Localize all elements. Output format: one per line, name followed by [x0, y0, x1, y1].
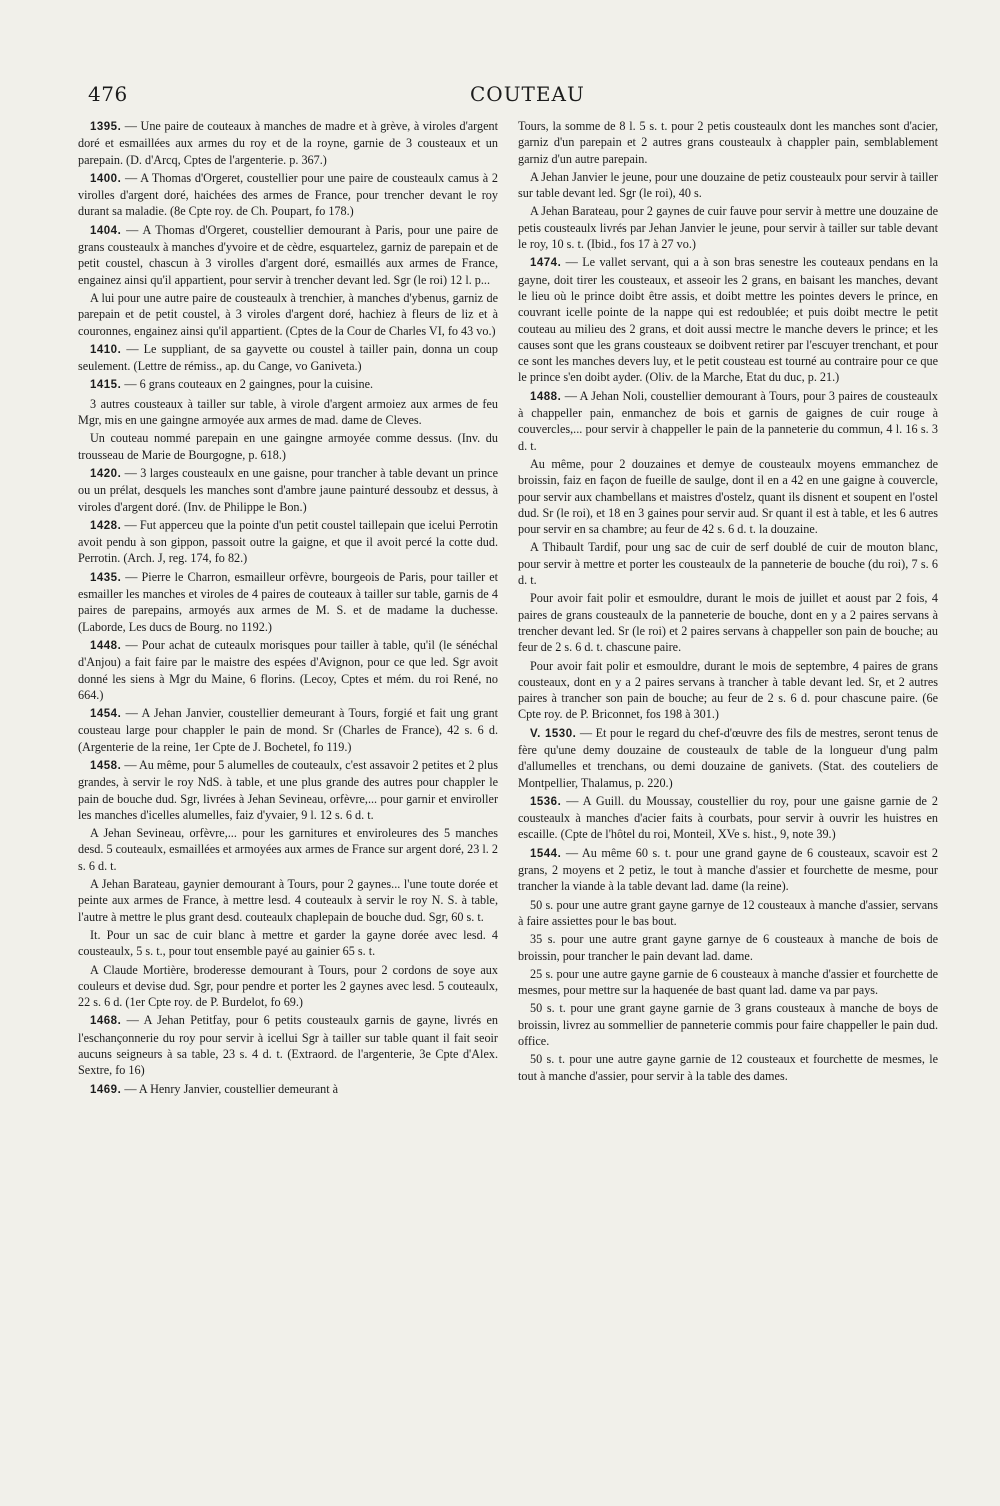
entry-paragraph — [518, 169, 938, 202]
entry-text: — A Jehan Petitfay, pour 6 petits cousteaulx garnis de gayne, livrés en l'eschançonnerie du roy pour servir à icellui Sgr à tailler sur table quant il fait seoir aucuns seigneurs à sa table, 23 s. 4 d. t. (Extraord. de l'argenterie, 3e Cpte d'Alex. Sextre, fo 16) — [78, 1013, 498, 1078]
entry-text: — Une paire de couteaux à manches de madre et à grève, à viroles d'argent doré et esmaillées aux armes du roy et de la royne, garnie de 3 cousteaux et un parepain. (D. d'Arcq, Cptes de l'argenterie. p. 367.) — [78, 119, 498, 167]
entry-text: Un couteau nommé parepain en une gaingne armoyée comme dessus. (Inv. du trousseau de Marie de Bourgogne, p. 618.) — [78, 431, 498, 462]
entry-paragraph — [78, 465, 498, 515]
entry-paragraph — [518, 897, 938, 930]
entry-paragraph — [78, 962, 498, 1011]
entry-text: — Pour achat de cuteaulx morisques pour tailler à table, qu'il (le sénéchal d'Anjou) a fait faire par le maistre des espées d'Avignon, pour ce que led. Sgr avoit donné les siens à Mgr du Maine, 6 florins. (Lecoy, Cptes et mém. du roi René, no 664.) — [78, 637, 498, 702]
entry-text: — A Guill. du Moussay, coustellier du roy, pour une gaisne garnie de 2 cousteaulx à manches d'acier faits à courbats, pour servir à ouvrir les huistres en escaille. (Cpte de l'hôtel du roi, Monteil, XVe s. hist., 9, note 39.) — [518, 793, 938, 842]
entry-text: 50 s. pour une autre grant gayne garnye de 12 cousteaux à manche d'assier, servans à faire assiettes pour le bas bout. — [518, 897, 938, 928]
entry-text: It. Pour un sac de cuir blanc à mettre et garder la gayne dorée avec lesd. 4 cousteaulx, 5 s. t., pour tout ensemble payé au gainier 65 s. t. — [78, 927, 498, 959]
entry-text: — 3 larges cousteaulx en une gaisne, pour trancher à table devant un prince ou un prélat, desquels les manches sont d'ambre jaune painturé dessoubz et dessus, à viroles d'argent doré. (Inv. de Philippe le Bon.) — [78, 465, 498, 514]
running-header — [88, 78, 928, 110]
entry-paragraph — [518, 203, 938, 252]
entry-paragraph — [518, 590, 938, 655]
entry-paragraph — [518, 388, 938, 454]
entry-text: — A Jehan Noli, coustellier demourant à Tours, pour 3 paires de cousteaulx à chappeller pain, enmanchez de bois et garnis de gaignes de cuir rouge à couvercles,... pour servir à chappeller le pain de la panneterie du commun, 4 l. 16 s. 3 d. t. — [518, 388, 938, 453]
entry-year: 1469. — [90, 1083, 122, 1096]
entry-year: 1454. — [90, 708, 122, 721]
entry-text: — Pierre le Charron, esmailleur orfèvre, bourgeois de Paris, pour tailler et esmailler les manches et viroles de 4 paires de couteaux à tailler sur table, garnis de 4 paires de parepains, armoyés aux armes de M. S. et de madame la duchesse. (Laborde, Les ducs de Bourg. no 1192.) — [78, 569, 498, 634]
entry-text: A Claude Mortière, broderesse demourant à Tours, pour 2 cordons de soye aux couleurs et devise dud. Sgr, pour pendre et porter les 2 gaynes avec lesd. 5 couteaulx, 22 s. 6 d. (1er Cpte roy. de P. Burdelot, fo 69.) — [78, 962, 498, 1010]
entry-text: — Et pour le regard du chef-d'œuvre des fils de mestres, seront tenus de fère qu'une demy douzaine de cousteaulx de table de la longueur d'ung palm d'allumelles et trenchans, ou demi douzaine de ganivets. (Stat. des couteliers de Montpellier, Thalamus, p. 220.) — [518, 725, 938, 790]
entry-year: V. 1530. — [530, 727, 577, 740]
entry-text: A Jehan Barateau, pour 2 gaynes de cuir fauve pour servir à mettre une douzaine de petis cousteaulx livrés par Jehan Janvier le jeune, pour servir à tailler sur table devant le roy, 10 s. t. (Ibid., fos 17 à 27 vo.) — [518, 204, 938, 252]
entry-text: — A Thomas d'Orgeret, coustellier pour une paire de cousteaulx camus à 2 virolles d'argent doré, haichées des armes de France, pour trencher devant le roy durant sa maladie. (8e Cpte roy. de Ch. Poupart, fo 178.) — [78, 170, 498, 219]
entry-text: Pour avoir fait polir et esmouldre, durant le mois de juillet et aoust par 2 fois, 4 paires de grans cousteaulx de la panneterie de bouche, dont en y a 2 paires servans à trencher devant led. Sr (le roi) et 2 paires servans à chappeller son pain de bouche; au feur de 2 s. 6 d. t. chascune paire. — [518, 591, 938, 655]
entry-year: 1400. — [90, 172, 122, 185]
entry-paragraph — [78, 222, 498, 288]
entry-year: 1448. — [90, 639, 122, 652]
entry-year: 1458. — [90, 759, 122, 772]
entry-text: — 6 grans couteaux en 2 gaingnes, pour la cuisine. — [121, 377, 374, 392]
entry-year: 1395. — [90, 121, 122, 133]
entry-paragraph — [518, 254, 938, 385]
entry-paragraph — [78, 290, 498, 339]
entry-year: 1488. — [530, 390, 562, 403]
entry-paragraph — [518, 658, 938, 723]
entry-text: — Au même 60 s. t. pour une grand gayne de 6 cousteaux, scavoir est 2 grans, 2 moyens et 2 petiz, le tout à manche d'assier et fourchette de mesme, pour trancher la viande à la table devant lad. dame (la reine). — [518, 845, 938, 894]
entry-text: A Jehan Sevineau, orfèvre,... pour les garnitures et enviroleures des 5 manches desd. 5 couteaulx, esmaillées et armoyées aux armes de France sur argent doré, 23 l. 2 s. 6 d. t. — [78, 826, 498, 873]
entry-text: A Thibault Tardif, pour ung sac de cuir de serf doublé de cuir de mouton blanc, pour servir à mettre et porter les cousteaulx de la panneterie de bouche (du roi), 7 s. 6 d. t. — [518, 540, 938, 588]
entry-paragraph — [518, 539, 938, 588]
entry-paragraph — [518, 793, 938, 843]
entry-paragraph — [78, 569, 498, 635]
entry-paragraph — [78, 1081, 498, 1098]
entry-paragraph — [518, 845, 938, 895]
entry-year: 1536. — [530, 795, 562, 808]
entry-text: — Fut apperceu que la pointe d'un petit coustel taillepain que icelui Perrotin avoit pendu à son gippon, passoit outre la gaigne, et que il avoit percé la cotte dud. Perrotin. (Arch. J, reg. 174, fo 82.) — [78, 517, 498, 566]
entry-year: 1415. — [90, 379, 122, 392]
entry-paragraph — [78, 927, 498, 960]
entry-year: 1435. — [90, 571, 122, 584]
entry-year: 1474. — [530, 257, 562, 270]
entry-text: — A Henry Janvier, coustellier demeurant à — [121, 1081, 339, 1096]
entry-text: 50 s. t. pour une autre gayne garnie de 12 cousteaux et fourchette de mesmes, le tout à manche d'assier, pour servir à la table des dames. — [518, 1052, 938, 1083]
entry-year: 1428. — [90, 519, 122, 532]
entry-text: 50 s. t. pour une grant gayne garnie de 3 grans cousteaux à manche de boys de broissin, livrez au sommellier de panneterie commis pour faire chappeller le pain dud. office. — [518, 1001, 938, 1049]
entry-text: Pour avoir fait polir et esmouldre, durant le mois de septembre, 4 paires de grans cousteaux, dont en y a 2 paires servans à trancher à table devant led. Sr, et 2 autres paires à trancher son pain de bouche; au feur de 2 s. 6 d. pour chascune paire. (6e Cpte roy. de P. Briconnet, fos 198 à 301.) — [518, 658, 938, 722]
entry-paragraph — [78, 876, 498, 925]
entry-paragraph — [518, 725, 938, 791]
entry-paragraph — [78, 170, 498, 220]
entry-paragraph — [78, 825, 498, 874]
entry-text: 35 s. pour une autre grant gayne garnye de 6 cousteaux à manche de bois de broissin, pour trancher le pain devant lad. dame. — [518, 932, 938, 963]
entry-text: — Au même, pour 5 alumelles de couteaulx, c'est assavoir 2 petites et 2 plus grandes, à servir le roy NdS. à table, et une plus grande des autres pour chappler le pain de bouche dud. Sgr, livrées à Jehan Sevineau, orfèvre,... pour garnir et enviroller les manches d'icelles alumelles, faiz d'yvaier, 9 l. 12 s. 6 d. t. — [78, 757, 498, 822]
entry-paragraph — [518, 456, 938, 537]
entry-text: — Le vallet servant, qui a à son bras senestre les couteaux pendans en la gayne, doit tirer les cousteaux, et asseoir les 2 grans, en baisant les manches, devant le lieu où le prince doibt être assis, et doibt mettre les pointes devers le prince, en couvrant icelle pointe de la nappe qui est redoublée; et puis doibt mectre le petit couteau au milieu des 2 grans, et doit aussi mectre le manche devers le prince; et les causes sont que les grans cousteaux se doibvent retirer par l'escuyer trenchant, et pour ce sont les manches devers luy, et le petit cousteau est tourné au contraire pour ce que le prince s'en doibt ayder. (Oliv. de la Marche, Etat du duc, p. 21.) — [518, 255, 938, 385]
entry-paragraph — [518, 931, 938, 964]
entry-year: 1420. — [90, 467, 122, 480]
entry-paragraph — [518, 1051, 938, 1084]
entry-text: — A Thomas d'Orgeret, coustellier demourant à Paris, pour une paire de grans cousteaulx à manches d'yvoire et de cèdre, esquartelez, garniz de parepain et de petit coustel, chascun à 3 virolles d'argent doré, esmaillés aux armes de France, engainez ainsi qu'il appartient, pour servir à trencher devant led. Sgr (le roi) 12 l. p... — [78, 222, 498, 287]
entry-paragraph — [78, 430, 498, 463]
entry-text: Au même, pour 2 douzaines et demye de cousteaulx moyens emmanchez de broissin, faiz en façon de fueille de saulge, dont il en a 42 en une gaigne à couvercle, pour servir aux chambellans et maistres d'ostelz, quant ils disnent et soupent en l'ostel dud. Sr (le roi), et 18 en 3 gaines pour servir aud. Sr quant il est à table, et les 6 autres pour servir en sa chambre; au feur de 42 s. 6 d. t. la douzaine. — [518, 456, 938, 537]
text-columns — [78, 118, 938, 1388]
entry-paragraph — [78, 1012, 498, 1078]
entry-paragraph — [78, 757, 498, 823]
left-column — [78, 118, 498, 1100]
entry-paragraph — [518, 118, 938, 167]
entry-paragraph — [78, 637, 498, 703]
entry-text: 25 s. pour une autre gayne garnie de 6 cousteaux à manche d'assier et fourchette de mesmes, pour mettre sur la haquenée de bast quant lad. dame va par pays. — [518, 966, 938, 998]
entry-text: Tours, la somme de 8 l. 5 s. t. pour 2 petis cousteaulx dont les manches sont d'acier, garniz d'un parepain et 2 autres grans cousteaulx à chappler pain, semblablement garniz d'un autre parepain. — [518, 119, 938, 166]
entry-paragraph — [78, 341, 498, 375]
entry-text: A lui pour une autre paire de cousteaulx à trenchier, à manches d'ybenus, garniz de parepain et de petit coustel, à 3 viroles d'argent doré, hachiez à fleurs de liz et à couronnes, engainez ainsi qu'il appartient. (Cptes de la Cour de Charles VI, fo 43 vo.) — [78, 290, 498, 338]
entry-paragraph — [78, 118, 498, 168]
entry-text: A Jehan Janvier le jeune, pour une douzaine de petiz cousteaulx pour servir à tailler sur table devant led. Sgr (le roi), 40 s. — [518, 169, 938, 201]
entry-year: 1544. — [530, 847, 562, 860]
entry-text: — Le suppliant, de sa gayvette ou coustel à tailler pain, donna un coup seulement. (Lettre de rémiss., ap. du Cange, vo Ganiveta.) — [78, 341, 498, 374]
entry-paragraph — [78, 376, 498, 393]
entry-text: A Jehan Barateau, gaynier demourant à Tours, pour 2 gaynes... l'une toute dorée et peinte aux armes de France, à mettre lesd. 4 couteaulx à servir le roy N. S. à table, l'autre à mettre le plus grant desd. couteaulx chaplepain de bouche dud. Sgr, 60 s. t. — [78, 877, 498, 924]
entry-text: — A Jehan Janvier, coustellier demeurant à Tours, forgié et fait ung grant cousteau large pour chappler le pain de mond. Sr (Charles de France), 42 s. 6 d. (Argenterie de la reine, 1er Cpte de J. Bochetel, fo 119.) — [78, 706, 498, 754]
right-column — [518, 118, 938, 1086]
running-title: COUTEAU — [470, 82, 585, 106]
entry-text: 3 autres cousteaux à tailler sur table, à virole d'argent armoiez aux armes de feu Mgr, mis en une gaingne armoyée aux armes de mad. dame de Cleves. — [78, 396, 498, 428]
page-number: 476 — [88, 82, 128, 106]
entry-paragraph — [78, 396, 498, 429]
entry-year: 1410. — [90, 343, 122, 356]
entry-paragraph — [78, 517, 498, 567]
entry-year: 1468. — [90, 1015, 122, 1028]
entry-paragraph — [78, 705, 498, 755]
entry-year: 1404. — [90, 224, 122, 237]
entry-paragraph — [518, 1000, 938, 1049]
entry-paragraph — [518, 966, 938, 999]
